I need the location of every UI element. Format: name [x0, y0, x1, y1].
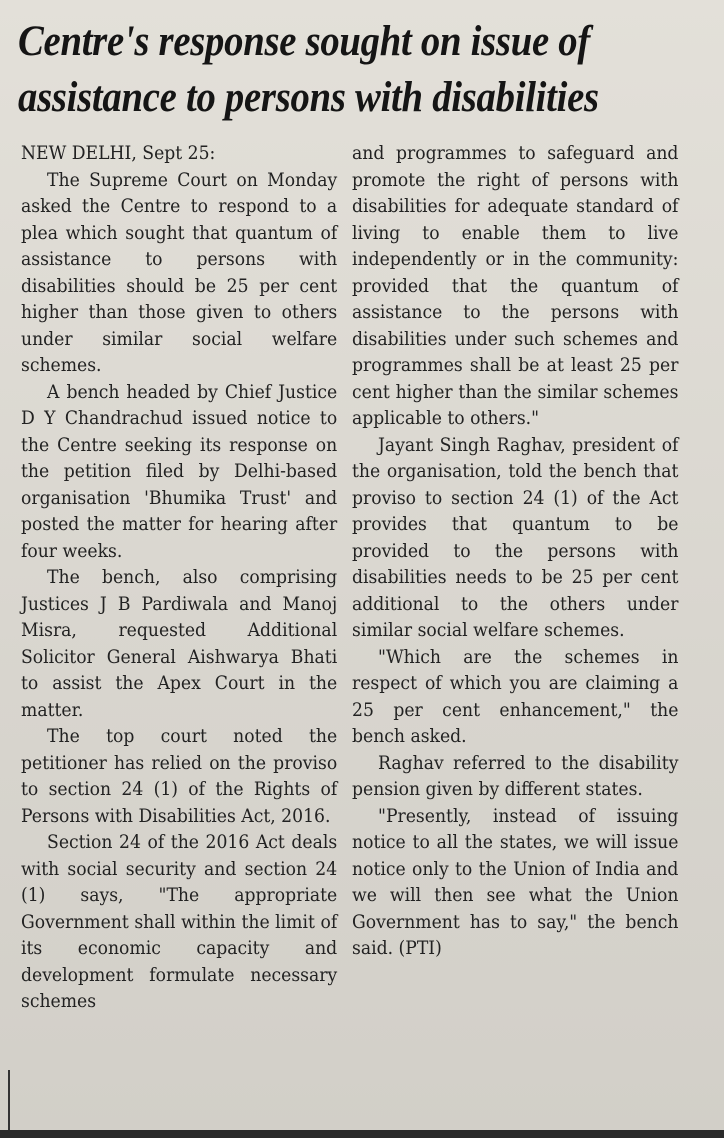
paragraph-4: The top court noted the petitioner has relied on the proviso to section 24 (1) of the Rights of Persons with Disabilities Act, 2016.: [21, 726, 338, 827]
bottom-rule: [0, 1130, 724, 1138]
paragraph-5: Section 24 of the 2016 Act deals with social security and section 24 (1) says, "The appropriate Government shall within the limit of its economic capacity and development formulate necessary schemes: [21, 832, 338, 1012]
paragraph-1: The Supreme Court on Monday asked the Centre to respond to a plea which sought that quantum of assistance to persons with disabilities should be 25 per cent higher than those given to others under similar social welfare schemes.: [21, 169, 338, 376]
adjacent-article-border: [8, 1070, 10, 1138]
paragraph-8: "Which are the schemes in respect of which you are claiming a 25 per cent enhancement," the bench asked.: [352, 646, 679, 747]
dateline: NEW DELHI, Sept 25:: [21, 143, 216, 164]
headline-line-2: assistance to persons with disabilities: [18, 74, 599, 121]
article-headline: [18, 14, 639, 126]
paragraph-10: "Presently, instead of issuing notice to all the states, we will issue notice only to the Union of India and we will then see what the Union Government has to say," the bench said. (PTI): [352, 805, 679, 959]
paragraph-3: The bench, also comprising Justices J B Pardiwala and Manoj Misra, requested Additional Solicitor General Aishwarya Bhati to assist the Apex Court in the matter.: [21, 567, 338, 721]
paragraph-2: A bench headed by Chief Justice D Y Chandrachud issued notice to the Centre seeking its response on the petition filed by Delhi-based organisation 'Bhumika Trust' and posted the matter for hearing after four weeks.: [21, 381, 338, 562]
paragraph-7: Jayant Singh Raghav, president of the organisation, told the bench that proviso to section 24 (1) of the Act provides that quantum to be provided to the persons with disabilities needs to be 25 per cent additional to the others under similar social welfare schemes.: [352, 434, 679, 641]
left-column: [21, 141, 337, 1016]
right-column: [352, 141, 678, 963]
paragraph-9: Raghav referred to the disability pension given by different states.: [352, 752, 679, 800]
paragraph-6: and programmes to safeguard and promote the right of persons with disabilities for adequate standard of living to enable them to live independently or in the community: provided that the quantum of assistance to the persons with disabilities under such schemes and programmes shall be at least 25 per cent higher than the similar schemes applicable to others.": [352, 143, 679, 429]
headline-line-1: Centre's response sought on issue of: [18, 18, 590, 65]
